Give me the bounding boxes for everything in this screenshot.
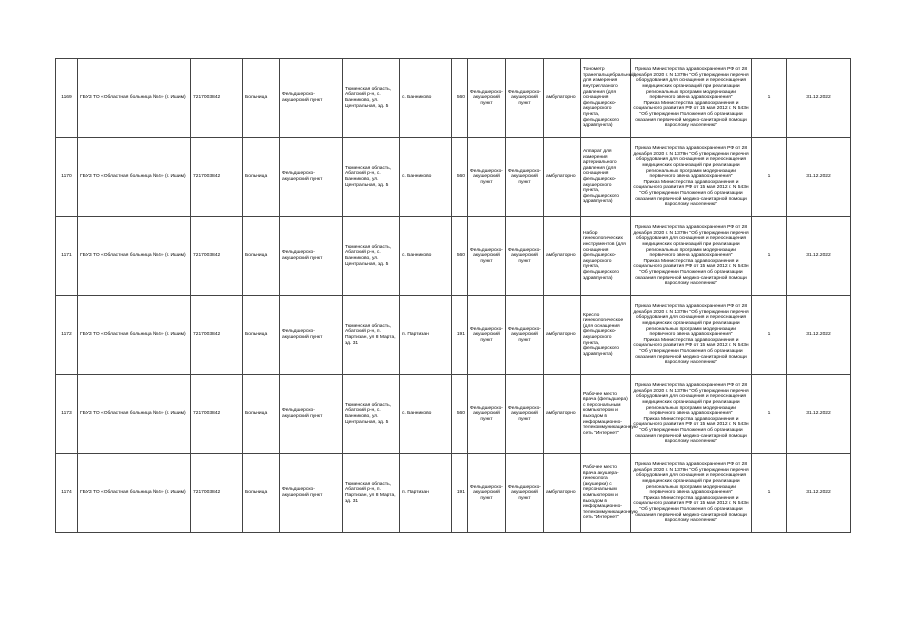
equipment-cell: Набор гинекологических инструментов (для оснащения фельдшерско-акушерского пункта, фельдшерского здравпункта) xyxy=(581,217,631,296)
address-cell: Тюменская область, Абатский р-н, с. Банниково, ул. Центральная, зд. 5 xyxy=(343,217,400,296)
facility-type-cell: Больница xyxy=(243,454,280,533)
regulation-cell: Приказ Министерства здравоохранения РФ от 28 декабря 2020 г. N 1379н "Об утверждении перечня оборудования для оснащения и переоснащения медицинских организаций при реализации региональных программ модернизации первичного звена здравоохранения" Приказ Министерства здравоохранения и социального развития РФ от 15 мая 2012 г. N 543н "Об утверждении Положения об организации оказания первичной медико-санитарной помощи взрослому населению" xyxy=(631,59,752,138)
structure-cell: Фельдшерско-акушерский пункт xyxy=(468,454,506,533)
structure-subunit-cell: Фельдшерско-акушерский пункт xyxy=(506,138,544,217)
structure-cell: Фельдшерско-акушерский пункт xyxy=(468,59,506,138)
date-cell: 31.12.2022 xyxy=(787,59,851,138)
settlement-cell: с. Банниково xyxy=(400,59,452,138)
address-cell: Тюменская область, Абатский р-н, п. Партизан, ул 8 Марта, зд. 31 xyxy=(343,296,400,375)
address-cell: Тюменская область, Абатский р-н, с. Банниково, ул. Центральная, зд. 5 xyxy=(343,59,400,138)
row-number-cell: 1172 xyxy=(56,296,78,375)
table-row xyxy=(56,138,851,217)
table-row xyxy=(56,296,851,375)
equipment-table xyxy=(55,58,851,533)
date-cell: 31.12.2022 xyxy=(787,375,851,454)
inn-cell: 7217003842 xyxy=(191,138,243,217)
unit-name-cell: Фельдшерско-акушерский пункт xyxy=(280,296,343,375)
organization-cell: ГБУЗ ТО «Областная больница №4» (г. Ишим) xyxy=(78,296,191,375)
facility-type-cell: Больница xyxy=(243,296,280,375)
quantity-cell: 1 xyxy=(752,375,787,454)
facility-type-cell: Больница xyxy=(243,138,280,217)
structure-subunit-cell: Фельдшерско-акушерский пункт xyxy=(506,375,544,454)
date-cell: 31.12.2022 xyxy=(787,454,851,533)
equipment-cell: Рабочее место врача акушера-гинеколога (акушерки) с персональным компьютером и выходом в информационно-телекоммуникационную сеть "Интернет" xyxy=(581,454,631,533)
equipment-cell: Кресло гинекологическое (для оснащения фельдшерско-акушерского пункта, фельдшерского здравпункта) xyxy=(581,296,631,375)
settlement-cell: п. Партизан xyxy=(400,454,452,533)
date-cell: 31.12.2022 xyxy=(787,138,851,217)
quantity-cell: 1 xyxy=(752,217,787,296)
structure-subunit-cell: Фельдшерско-акушерский пункт xyxy=(506,296,544,375)
facility-type-cell: Больница xyxy=(243,217,280,296)
care-form-cell: амбулаторно xyxy=(544,138,581,217)
organization-cell: ГБУЗ ТО «Областная больница №4» (г. Ишим) xyxy=(78,217,191,296)
regulation-cell: Приказ Министерства здравоохранения РФ от 28 декабря 2020 г. N 1379н "Об утверждении перечня оборудования для оснащения и переоснащения медицинских организаций при реализации региональных программ модернизации первичного звена здравоохранения" Приказ Министерства здравоохранения и социального развития РФ от 15 мая 2012 г. N 543н "Об утверждении Положения об организации оказания первичной медико-санитарной помощи взрослому населению" xyxy=(631,375,752,454)
row-number-cell: 1174 xyxy=(56,454,78,533)
unit-name-cell: Фельдшерско-акушерский пункт xyxy=(280,454,343,533)
inn-cell: 7217003842 xyxy=(191,454,243,533)
structure-cell: Фельдшерско-акушерский пункт xyxy=(468,217,506,296)
equipment-cell: Тонометр транепальцебральный для измерения внутриглазного давления (для оснащения фельдшерско-акушерского пункта, фельдшерского здравпункта) xyxy=(581,59,631,138)
regulation-cell: Приказ Министерства здравоохранения РФ от 28 декабря 2020 г. N 1379н "Об утверждении перечня оборудования для оснащения и переоснащения медицинских организаций при реализации региональных программ модернизации первичного звена здравоохранения" Приказ Министерства здравоохранения и социального развития РФ от 15 мая 2012 г. N 543н "Об утверждении Положения об организации оказания первичной медико-санитарной помощи взрослому населению" xyxy=(631,454,752,533)
row-number-cell: 1173 xyxy=(56,375,78,454)
inn-cell: 7217003842 xyxy=(191,296,243,375)
address-cell: Тюменская область, Абатский р-н, с. Банниково, ул. Центральная, зд. 5 xyxy=(343,375,400,454)
care-form-cell: амбулаторно xyxy=(544,59,581,138)
settlement-cell: с. Банниково xyxy=(400,375,452,454)
unit-name-cell: Фельдшерско-акушерский пункт xyxy=(280,375,343,454)
structure-cell: Фельдшерско-акушерский пункт xyxy=(468,296,506,375)
organization-cell: ГБУЗ ТО «Областная больница №4» (г. Ишим) xyxy=(78,454,191,533)
quantity-cell: 1 xyxy=(752,454,787,533)
address-cell: Тюменская область, Абатский р-н, п. Партизан, ул 8 Марта, зд. 31 xyxy=(343,454,400,533)
regulation-cell: Приказ Министерства здравоохранения РФ от 28 декабря 2020 г. N 1379н "Об утверждении перечня оборудования для оснащения и переоснащения медицинских организаций при реализации региональных программ модернизации первичного звена здравоохранения" Приказ Министерства здравоохранения и социального развития РФ от 15 мая 2012 г. N 543н "Об утверждении Положения об организации оказания первичной медико-санитарной помощи взрослому населению" xyxy=(631,217,752,296)
table-body xyxy=(56,59,851,533)
care-form-cell: амбулаторно xyxy=(544,375,581,454)
care-form-cell: амбулаторно xyxy=(544,296,581,375)
structure-subunit-cell: Фельдшерско-акушерский пункт xyxy=(506,59,544,138)
population-cell: 560 xyxy=(452,217,468,296)
quantity-cell: 1 xyxy=(752,59,787,138)
table-row xyxy=(56,217,851,296)
structure-cell: Фельдшерско-акушерский пункт xyxy=(468,138,506,217)
row-number-cell: 1170 xyxy=(56,138,78,217)
facility-type-cell: Больница xyxy=(243,59,280,138)
population-cell: 560 xyxy=(452,375,468,454)
inn-cell: 7217003842 xyxy=(191,375,243,454)
quantity-cell: 1 xyxy=(752,296,787,375)
settlement-cell: с. Банниково xyxy=(400,138,452,217)
structure-subunit-cell: Фельдшерско-акушерский пункт xyxy=(506,217,544,296)
row-number-cell: 1169 xyxy=(56,59,78,138)
regulation-cell: Приказ Министерства здравоохранения РФ от 28 декабря 2020 г. N 1379н "Об утверждении перечня оборудования для оснащения и переоснащения медицинских организаций при реализации региональных программ модернизации первичного звена здравоохранения" Приказ Министерства здравоохранения и социального развития РФ от 15 мая 2012 г. N 543н "Об утверждении Положения об организации оказания первичной медико-санитарной помощи взрослому населению" xyxy=(631,296,752,375)
organization-cell: ГБУЗ ТО «Областная больница №4» (г. Ишим) xyxy=(78,138,191,217)
quantity-cell: 1 xyxy=(752,138,787,217)
facility-type-cell: Больница xyxy=(243,375,280,454)
regulation-cell: Приказ Министерства здравоохранения РФ от 28 декабря 2020 г. N 1379н "Об утверждении перечня оборудования для оснащения и переоснащения медицинских организаций при реализации региональных программ модернизации первичного звена здравоохранения" Приказ Министерства здравоохранения и социального развития РФ от 15 мая 2012 г. N 543н "Об утверждении Положения об организации оказания первичной медико-санитарной помощи взрослому населению" xyxy=(631,138,752,217)
population-cell: 191 xyxy=(452,454,468,533)
care-form-cell: амбулаторно xyxy=(544,454,581,533)
settlement-cell: п. Партизан xyxy=(400,296,452,375)
table-row xyxy=(56,454,851,533)
population-cell: 560 xyxy=(452,59,468,138)
date-cell: 31.12.2022 xyxy=(787,217,851,296)
organization-cell: ГБУЗ ТО «Областная больница №4» (г. Ишим) xyxy=(78,59,191,138)
care-form-cell: амбулаторно xyxy=(544,217,581,296)
organization-cell: ГБУЗ ТО «Областная больница №4» (г. Ишим) xyxy=(78,375,191,454)
unit-name-cell: Фельдшерско-акушерский пункт xyxy=(280,217,343,296)
unit-name-cell: Фельдшерско-акушерский пункт xyxy=(280,138,343,217)
settlement-cell: с. Банниково xyxy=(400,217,452,296)
equipment-cell: Аппарат для измерения артериального давления (для оснащения фельдшерско-акушерского пункта, фельдшерского здравпункта) xyxy=(581,138,631,217)
inn-cell: 7217003842 xyxy=(191,217,243,296)
inn-cell: 7217003842 xyxy=(191,59,243,138)
table-row xyxy=(56,59,851,138)
unit-name-cell: Фельдшерско-акушерский пункт xyxy=(280,59,343,138)
date-cell: 31.12.2022 xyxy=(787,296,851,375)
row-number-cell: 1171 xyxy=(56,217,78,296)
table-row xyxy=(56,375,851,454)
equipment-cell: Рабочее место врача (фельдшера) с персональным компьютером и выходом в информационно-телекоммуникационную сеть "Интернет" xyxy=(581,375,631,454)
address-cell: Тюменская область, Абатский р-н, с. Банниково, ул. Центральная, зд. 5 xyxy=(343,138,400,217)
structure-cell: Фельдшерско-акушерский пункт xyxy=(468,375,506,454)
population-cell: 560 xyxy=(452,138,468,217)
population-cell: 191 xyxy=(452,296,468,375)
structure-subunit-cell: Фельдшерско-акушерский пункт xyxy=(506,454,544,533)
